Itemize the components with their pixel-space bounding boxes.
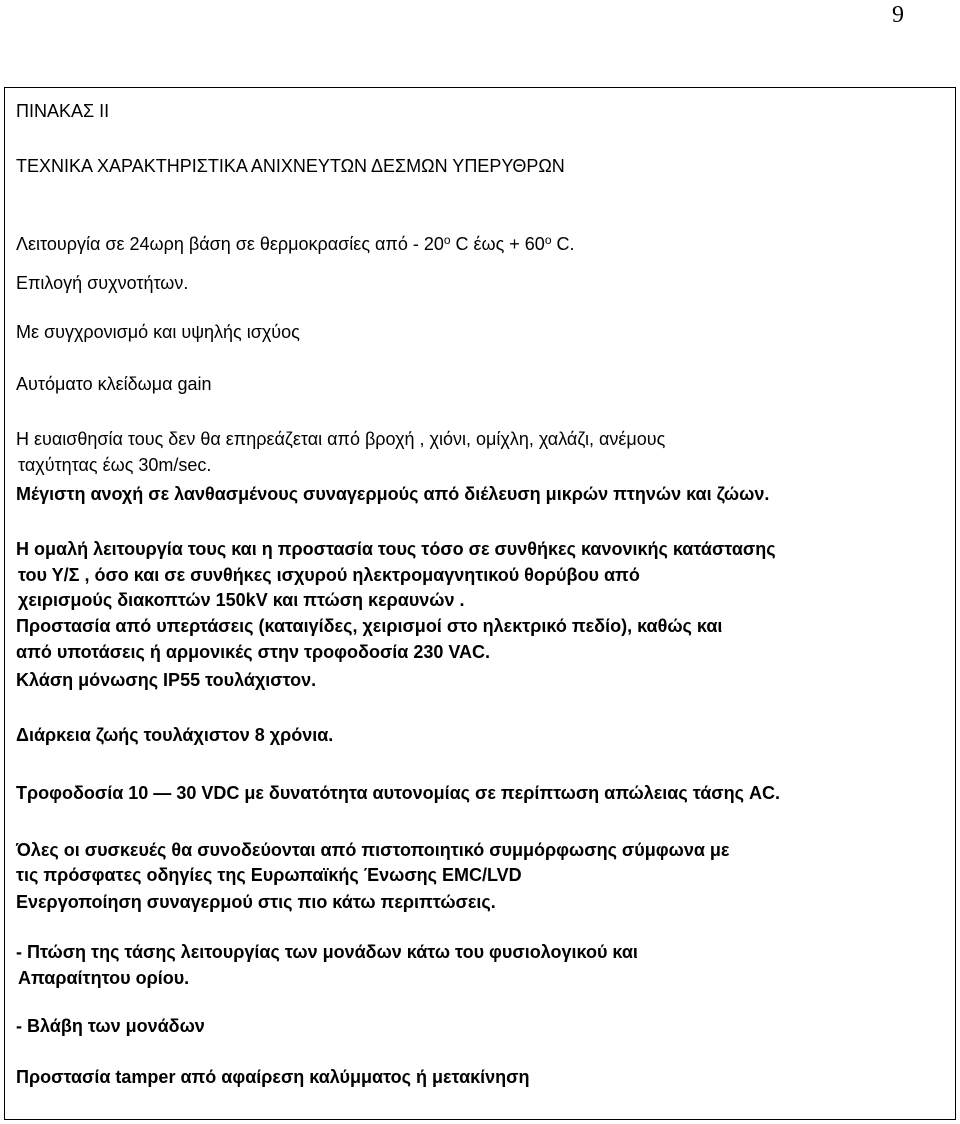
- voltage-drop-line-2: Απαραίτητου ορίου.: [18, 968, 190, 988]
- operation-text-post: C.: [551, 234, 575, 254]
- operation-text-pre: Λειτουργία σε 24ωρη βάση σε θερμοκρασίες από - 20: [16, 234, 444, 254]
- false-alarms-line: Μέγιστη ανοχή σε λανθασμένους συναγερμούς από διέλευση μικρών πτηνών και ζώων.: [16, 484, 770, 504]
- page-number: 9: [892, 2, 904, 28]
- surge-protection-line-2: από υποτάσεις ή αρμονικές στην τροφοδοσία 230 VAC.: [16, 642, 491, 662]
- normal-operation-line-2: του Υ/Σ , όσο και σε συνθήκες ισχυρού ηλεκτρομαγνητικού θορύβου από: [18, 565, 640, 585]
- gain-line: Αυτόματο κλείδωμα gain: [16, 374, 212, 394]
- power-supply-line: Τροφοδοσία 10 — 30 VDC με δυνατότητα αυτονομίας σε περίπτωση απώλειας τάσης AC.: [16, 783, 780, 803]
- table-title: ΠΙΝΑΚΑΣ ΙΙ: [16, 101, 110, 121]
- voltage-drop-line-1: - Πτώση της τάσης λειτουργίας των μονάδων κάτω του φυσιολογικού και: [16, 942, 638, 962]
- table-subtitle: ΤΕΧΝΙΚΑ ΧΑΡΑΚΤΗΡΙΣΤΙΚΑ ΑΝΙΧΝΕΥΤΩΝ ΔΕΣΜΩΝ ΥΠΕΡΥΘΡΩΝ: [16, 156, 565, 176]
- unit-failure-line: - Βλάβη των μονάδων: [16, 1016, 205, 1036]
- degree-sup-1: ο: [443, 233, 451, 247]
- frequency-line: Επιλογή συχνοτήτων.: [16, 273, 189, 293]
- surge-protection-line-1: Προστασία από υπερτάσεις (καταιγίδες, χειρισμοί στο ηλεκτρικό πεδίο), καθώς και: [16, 616, 723, 636]
- normal-operation-line-3: χειρισμούς διακοπτών 150kV και πτώση κεραυνών .: [18, 590, 465, 610]
- sync-line: Με συγχρονισμό και υψηλής ισχύος: [16, 322, 300, 342]
- sensitivity-line-1: Η ευαισθησία τους δεν θα επηρεάζεται από βροχή , χιόνι, ομίχλη, χαλάζι, ανέμους: [16, 429, 666, 449]
- normal-operation-line-1: Η ομαλή λειτουργία τους και η προστασία τους τόσο σε συνθήκες κανονικής κατάστασης: [16, 539, 776, 559]
- alarm-activation-line: Ενεργοποίηση συναγερμού στις πιο κάτω περιπτώσεις.: [16, 892, 496, 912]
- certificate-line-2: τις πρόσφατες οδηγίες της Ευρωπαϊκής Ένωσης EMC/LVD: [16, 865, 522, 885]
- operation-text-mid: C έως + 60: [450, 234, 545, 254]
- tamper-line: Προστασία tamper από αφαίρεση καλύμματος ή μετακίνηση: [16, 1067, 530, 1087]
- operation-temperature-line: [16, 233, 575, 255]
- sensitivity-line-2: ταχύτητας έως 30m/sec.: [18, 455, 212, 475]
- degree-sup-2: ο: [544, 233, 552, 247]
- lifetime-line: Διάρκεια ζωής τουλάχιστον 8 χρόνια.: [16, 725, 334, 745]
- certificate-line-1: Όλες οι συσκευές θα συνοδεύονται από πιστοποιητικό συμμόρφωσης σύμφωνα με: [16, 840, 730, 860]
- ip-class-line: Κλάση μόνωσης IP55 τουλάχιστον.: [16, 670, 317, 690]
